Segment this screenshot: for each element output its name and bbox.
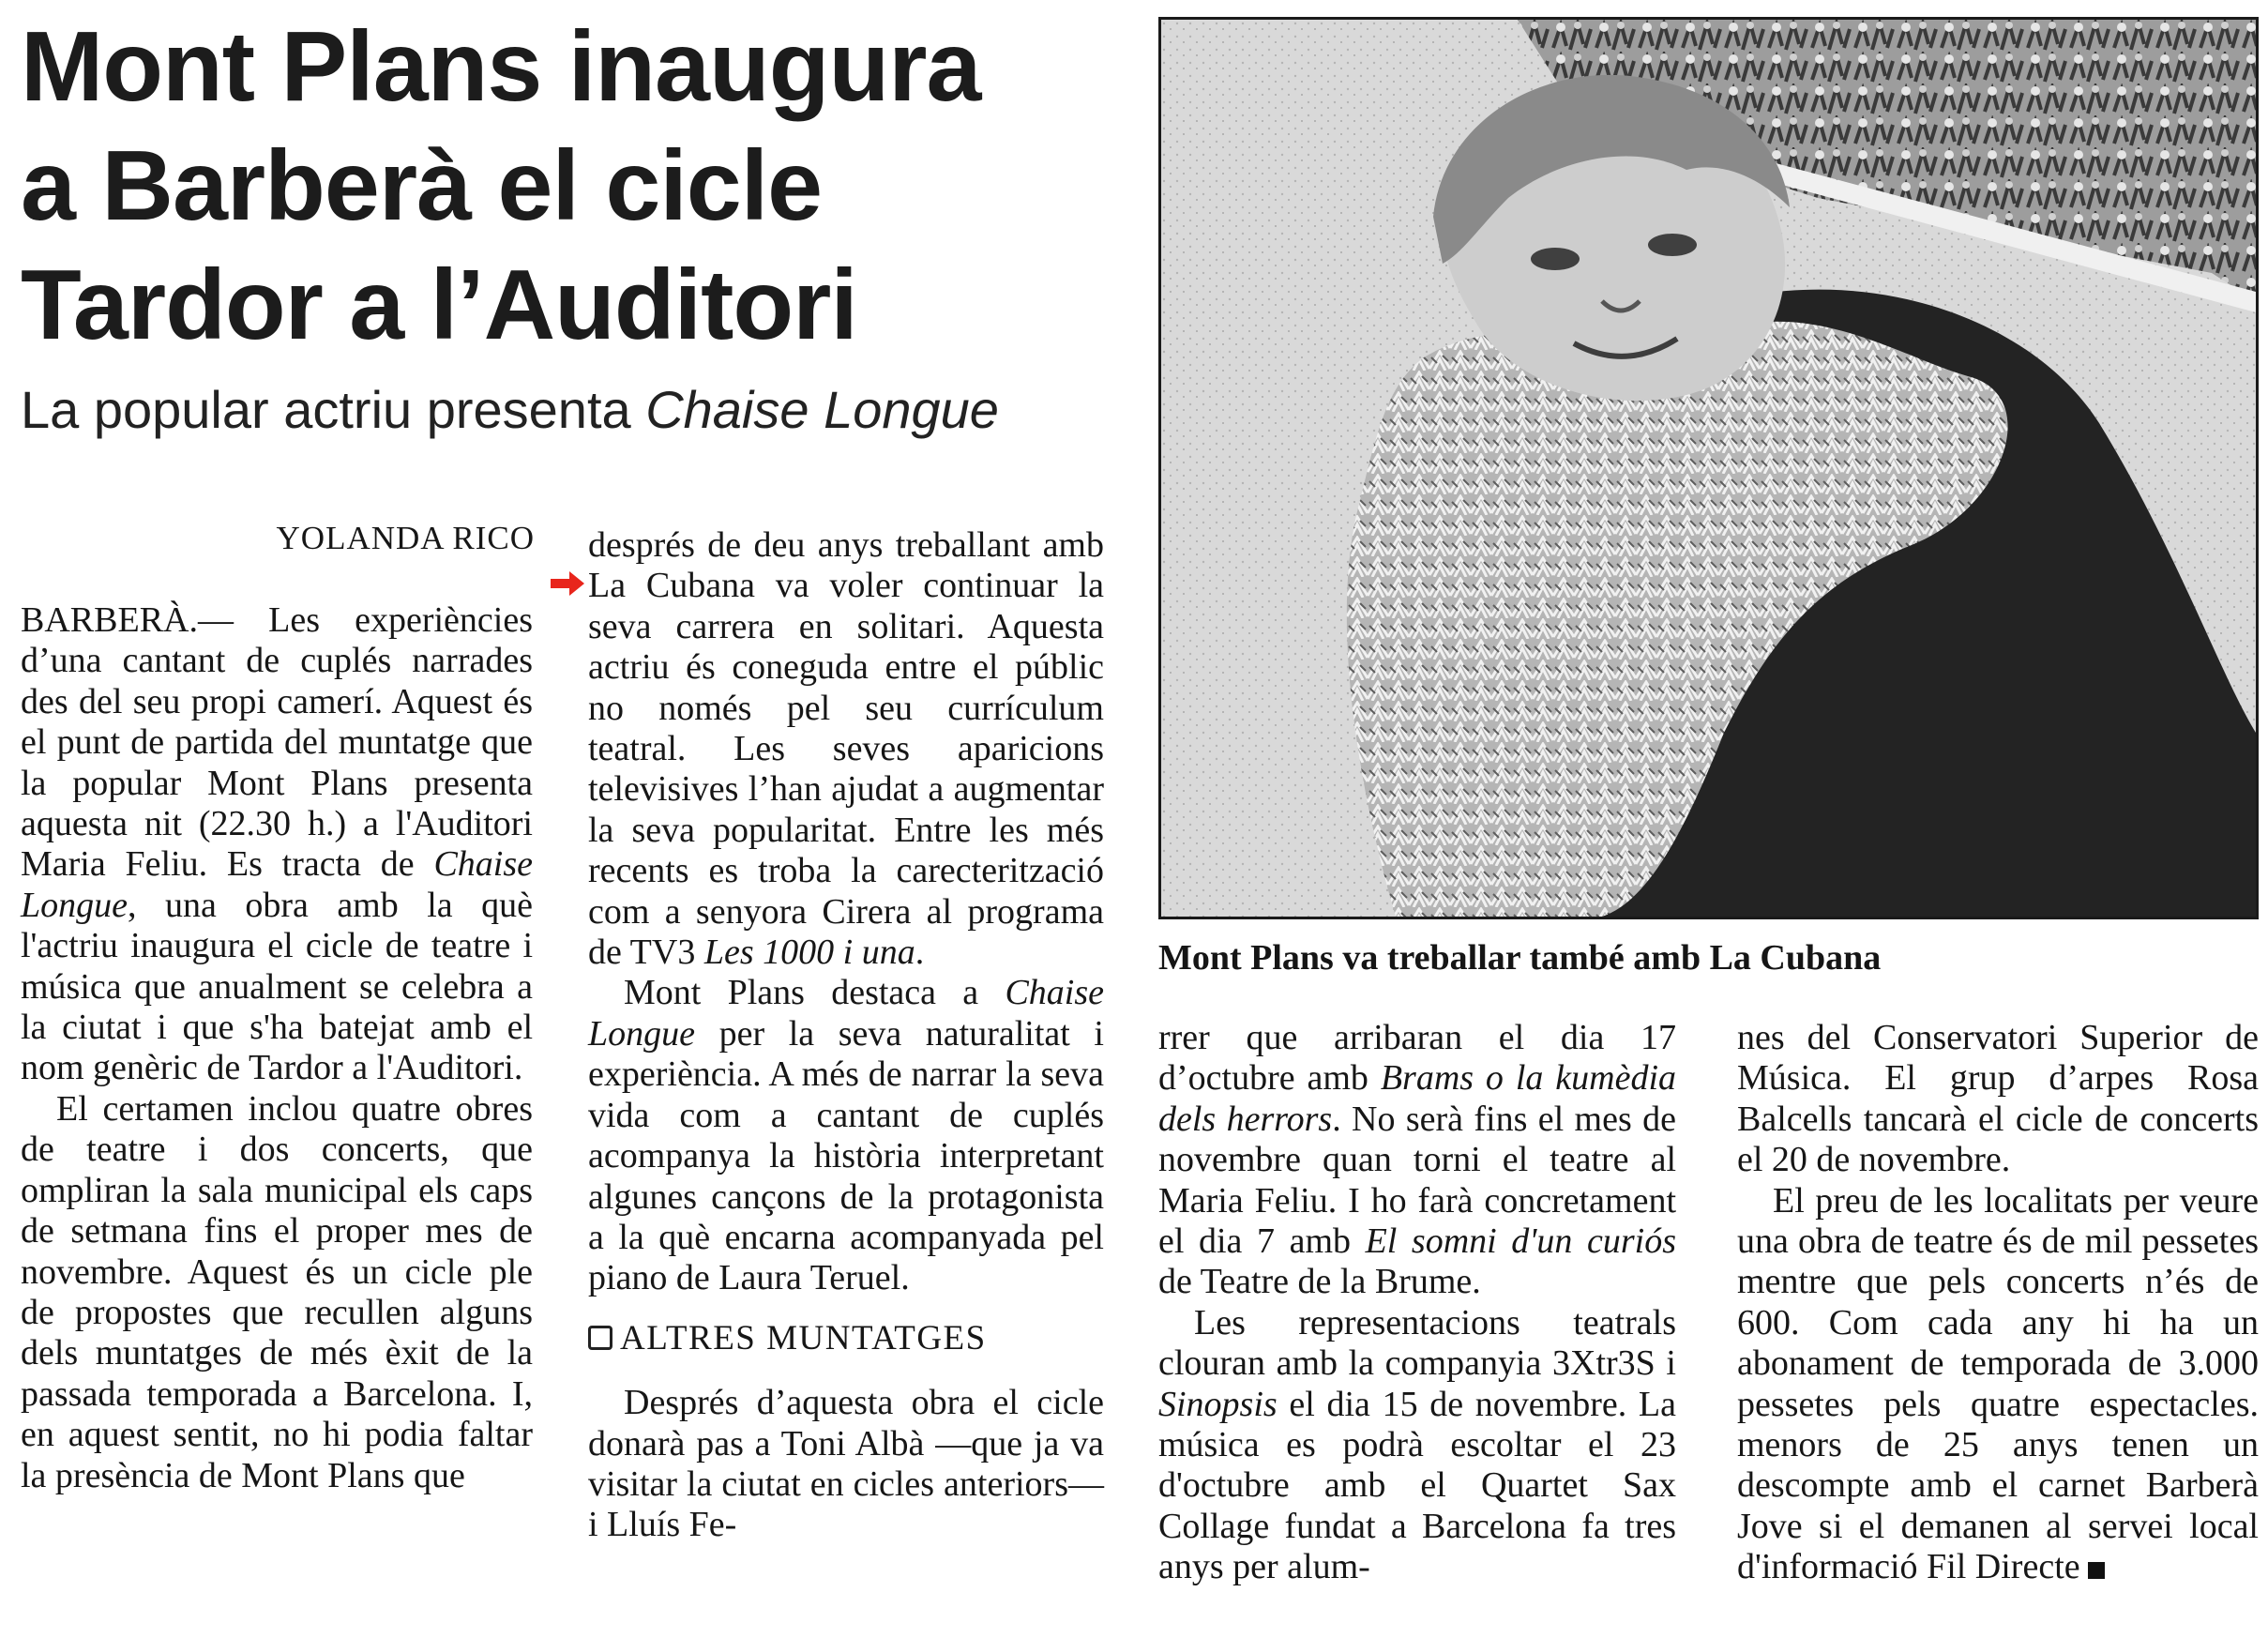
col2-p2-text-b: per la seva naturalitat i experiència. A més de narrar la seva vida com a cantant de cuplés acompanya la història interpretant algunes cançons de la protagonista a la què encarna acompanyada pel piano de Laura Teruel. — [588, 1013, 1104, 1298]
red-arrow-icon — [549, 569, 586, 598]
col3-p2-title: Sinopsis — [1158, 1384, 1278, 1424]
section-heading — [588, 1318, 1104, 1358]
photo-illustration — [1161, 20, 2256, 917]
col2-p2-title: Chaise Longue — [588, 973, 1104, 1054]
col3-p2-text-b: el dia 15 de novembre. La música es podrà escoltar el 23 d'octubre amb el Quartet Sax Collage fundat a Barcelona fa tres anys per alum- — [1158, 1384, 1676, 1587]
col3-p2-text-a: Les representacions teatrals clouran amb la companyia 3Xtr3S i — [1158, 1302, 1676, 1384]
article-column-3 — [1158, 1018, 1676, 1588]
article-column-1 — [21, 600, 533, 1496]
col3-p1-text-b: . No serà fins el mes de novembre quan torni el teatre al Maria Feliu. I ho farà concretament el dia 7 amb — [1158, 1099, 1676, 1262]
headline-line-2: a Barberà el cicle — [21, 130, 823, 241]
section-heading-text: ALTRES MUNTATGES — [620, 1318, 987, 1357]
subtitle-title: Chaise Longue — [645, 380, 999, 439]
col4-paragraph-2 — [1737, 1181, 2259, 1588]
col2-paragraph-2 — [588, 973, 1104, 1298]
col4-p2-text: El preu de les localitats per veure una obra de teatre és de mil pessetes mentre que pels concerts n’és de 600. Com cada any hi ha un abonament de temporada de 3.000 pessetes pels quatre espectacles. menors de 25 anys tenen un descompte amb el carnet Barberà Jove si el demanen al servei local d'informació Fil Directe — [1737, 1180, 2259, 1587]
col4-paragraph-1: nes del Conservatori Superior de Música. El grup d’arpes Rosa Balcells tancarà el cicle de concerts el 20 de novembre. — [1737, 1018, 2259, 1180]
col2-p2-text-a: Mont Plans destaca a — [624, 973, 1005, 1013]
col2-paragraph-3: Després d’aquesta obra el cicle donarà pas a Toni Albà —que ja va visitar la ciutat en cicles anteriors— i Lluís Fe- — [588, 1383, 1104, 1545]
col3-p1-title-2: El somni d'un curiós — [1365, 1221, 1676, 1262]
col3-p1-text-a: rrer que arribaran el dia 17 d’octubre amb — [1158, 1018, 1676, 1099]
col3-paragraph-1 — [1158, 1018, 1676, 1303]
checkbox-bullet-icon — [588, 1326, 612, 1350]
col3-p1-title-1: Brams o la kumèdia dels herrors — [1158, 1058, 1676, 1139]
headline — [21, 8, 1146, 365]
article-column-4 — [1737, 1018, 2259, 1588]
col3-p1-text-c: de Teatre de la Brume. — [1158, 1262, 1481, 1302]
col3-paragraph-2 — [1158, 1303, 1676, 1588]
end-of-article-icon — [2088, 1562, 2105, 1579]
col1-p1-text-a: BARBERÀ.— Les experiències d’una cantant de cuplés narrades des del seu propi camerí. Aquest és el punt de partida del muntatge que la popular Mont Plans presenta aquesta nit (22.30 h.) a l'Auditori Maria Feliu. Es tracta de — [21, 600, 533, 885]
subtitle — [21, 377, 1146, 443]
col1-p1-title: Chaise Longue — [21, 844, 533, 925]
photo-caption: Mont Plans va treballar també amb La Cubana — [1158, 938, 1882, 978]
photo-mont-plans — [1158, 17, 2259, 919]
col2-paragraph-1 — [588, 525, 1104, 973]
col1-paragraph-2: El certamen inclou quatre obres de teatre i dos concerts, que ompliran la sala municipal els caps de setmana fins el proper mes de novembre. Aquest és un cicle ple de propostes que recullen alguns dels muntatges de més èxit de la passada temporada a Barcelona. I, en aquest sentit, no hi podia faltar la presència de Mont Plans que — [21, 1088, 533, 1495]
col2-p1-text-b: . — [915, 933, 925, 973]
headline-line-1: Mont Plans inaugura — [21, 11, 981, 122]
col2-p1-title: Les 1000 i una — [703, 933, 915, 973]
headline-line-3: Tardor a l’Auditori — [21, 250, 857, 360]
col1-paragraph-1 — [21, 600, 533, 1089]
col1-p1-text-b: , una obra amb la què l'actriu inaugura el cicle de teatre i música que anualment se celebra a la ciutat i que s'ha batejat amb el nom genèric de Tardor a l'Auditori. — [21, 885, 533, 1088]
article-column-2 — [588, 525, 1104, 1546]
subtitle-text: La popular actriu presenta — [21, 380, 646, 439]
col2-p1-text-a: després de deu anys treballant amb La Cubana va voler continuar la seva carrera en solitari. Aquesta actriu és coneguda entre el públic no només pel seu currículum teatral. Les seves aparicions televisives l’han ajudat a augmentar la seva popularitat. Entre les més recents es troba la carecterització com a senyora Cirera al programa de TV3 — [588, 525, 1104, 973]
byline: YOLANDA RICO — [276, 520, 535, 556]
